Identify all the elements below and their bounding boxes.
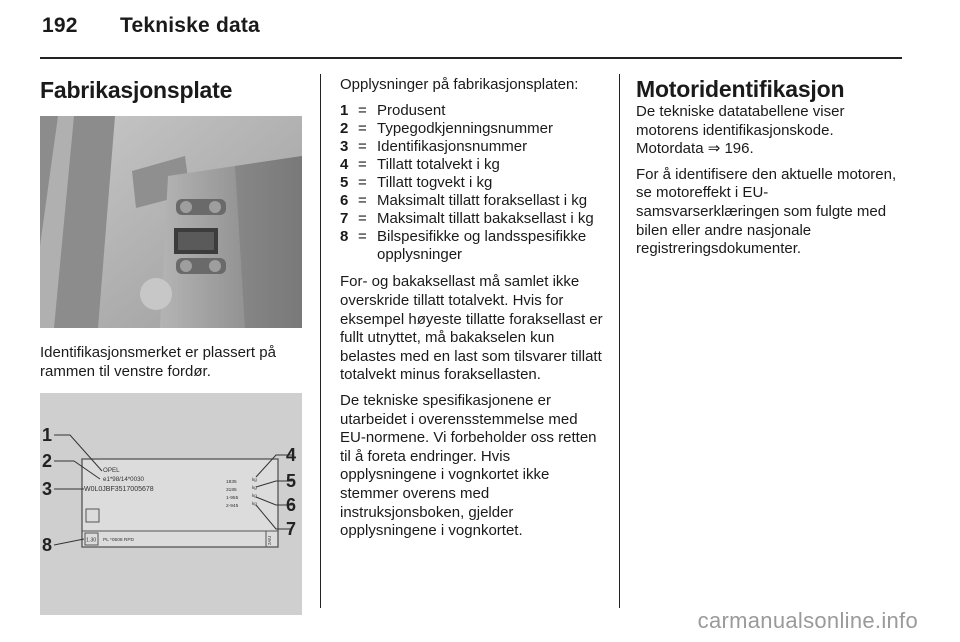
callout-8: 8 — [42, 535, 53, 556]
watermark: carmanualsonline.info — [697, 608, 918, 633]
plate-unit-2: kg — [252, 485, 257, 491]
list-item: 5 = Tillatt togvekt i kg — [340, 173, 493, 191]
plate-side-code: 2AIU — [267, 535, 272, 546]
plate-info-intro: Opplysninger på fabrikasjonsplaten: — [340, 76, 579, 93]
list-item: 2 = Typegodkjenningsnummer — [340, 119, 553, 137]
plate-weight-1: 1835 — [226, 480, 237, 486]
page-number: 192 — [42, 14, 78, 37]
plate-line-vin: W0L0JBF3517005678 — [84, 486, 154, 494]
callout-7: 7 — [286, 519, 297, 540]
section-heading-fabrikasjonsplate: Fabrikasjonsplate — [40, 77, 233, 103]
list-item: 3 = Identifikasjonsnummer — [340, 137, 528, 155]
callout-2: 2 — [42, 451, 53, 472]
column-divider-2 — [619, 74, 620, 608]
plate-unit-4: kg — [252, 501, 257, 507]
plate-line-approval: e1*98/14*0030 — [103, 476, 144, 484]
plate-line-manufacturer: OPEL — [103, 467, 120, 475]
column-middle — [340, 74, 606, 548]
engine-identify-paragraph: For å identifisere den aktuelle motoren, se motoreffekt i EU-samsvarserklæringen som fulgte med bilen eller andre nasjonale registreringsdokumenter. — [636, 165, 897, 258]
section-title: Tekniske data — [120, 14, 260, 37]
door-pillar-photo — [40, 116, 302, 328]
axle-load-paragraph: For- og bakaksellast må samlet ikke overskride tillatt totalvekt. Hvis for eksempel høyeste tillatte foraksellast er fullt utnyttet, må bakakselen kun belastes med en last som tilsvarer tillatt totalvekt minus foraksellasten. — [340, 273, 603, 384]
callout-3: 3 — [42, 479, 53, 500]
list-item: 7 = Maksimalt tillatt bakaksellast i kg — [340, 210, 594, 228]
callout-1: 1 — [42, 425, 53, 446]
page-header — [42, 14, 260, 38]
engine-id-paragraph: De tekniske datatabellene viser motorens identifikasjonskode. Motordata ⇒ 196. — [636, 103, 845, 158]
plate-bottom-code: 1.30 — [86, 537, 97, 544]
column-divider-1 — [320, 74, 321, 608]
plate-weight-3: 1-955 — [226, 496, 239, 502]
specifications-paragraph: De tekniske spesifikasjonene er utarbeidet i overensstemmelse med EU-normene. Vi forbeholder oss retten til å foreta endringer. Hvis opplysningene i vognkortet ikke stemmer overens med instruksjonsboken, gjelder opplysningene i vognkortet. — [340, 392, 597, 540]
header-divider — [40, 57, 902, 59]
plate-bottom-text: PL *0508 RPD — [103, 538, 135, 544]
plate-info-list — [340, 102, 606, 265]
section-heading-motoridentifikasjon: Motoridentifikasjon — [636, 76, 845, 102]
callout-6: 6 — [286, 495, 297, 516]
identification-plate-diagram — [40, 393, 302, 615]
plate-location-caption: Identifikasjonsmerket er plassert på rammen til venstre fordør. — [40, 344, 276, 380]
plate-unit-1: kg — [252, 477, 257, 483]
column-left — [40, 74, 304, 615]
callout-5: 5 — [286, 471, 297, 492]
list-item: 1 = Produsent — [340, 101, 446, 119]
callout-4: 4 — [286, 445, 297, 466]
list-item: 6 = Maksimalt tillatt foraksellast i kg — [340, 192, 588, 210]
plate-weight-2: 3185 — [226, 488, 237, 494]
column-right — [636, 74, 904, 266]
list-item: 4 = Tillatt totalvekt i kg — [340, 155, 500, 173]
plate-unit-3: kg — [252, 493, 257, 499]
plate-weight-4: 2-945 — [226, 504, 239, 510]
list-item: 8 = Bilspesifikke og landsspesifikke opplysninger — [340, 228, 587, 264]
